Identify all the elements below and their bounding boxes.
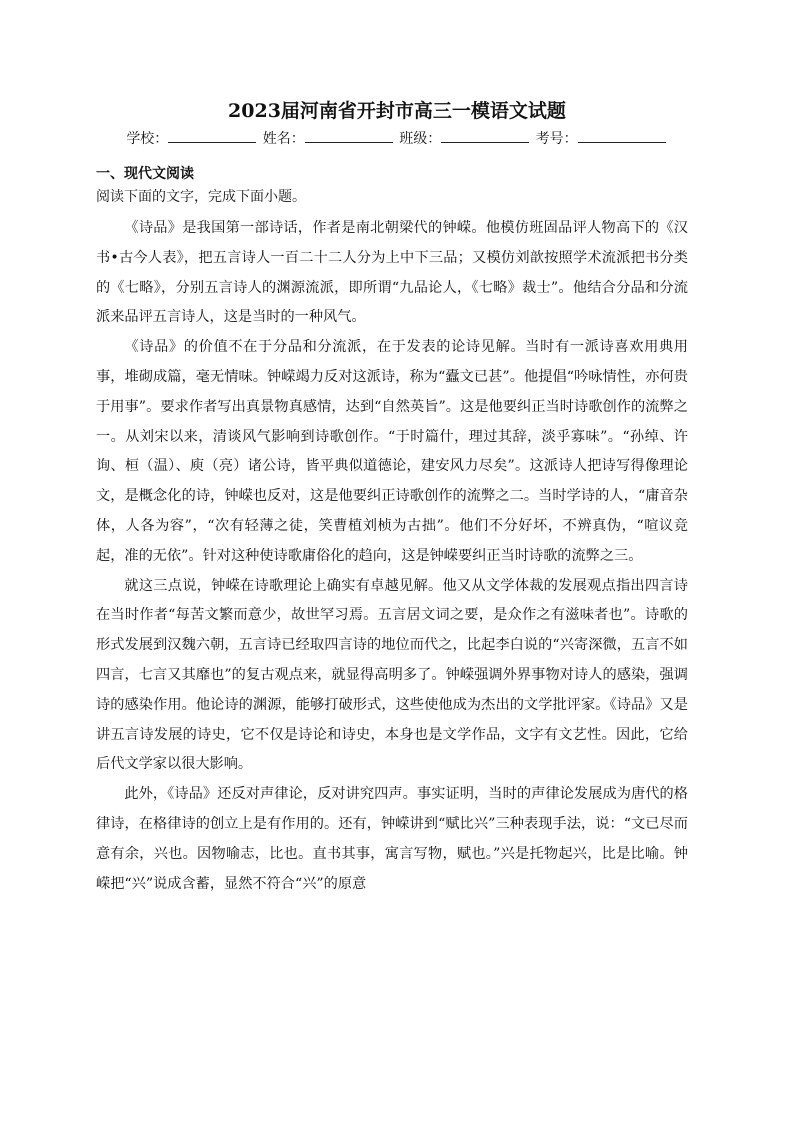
- reading-passage: [96, 214, 688, 899]
- reading-instruction: 阅读下面的文字，完成下面小题。: [96, 189, 306, 205]
- exam-number-label: 考号：: [535, 131, 578, 147]
- page-title: 2023届河南省开封市高三一模语文试题: [228, 100, 566, 122]
- student-info-line: [0, 126, 794, 150]
- exam-number-blank: [578, 126, 666, 143]
- class-label: 班级：: [399, 131, 442, 147]
- passage-paragraph: 《诗品》是我国第一部诗话，作者是南北朝梁代的钟嵘。他模仿班固品评人物高下的《汉书•古今人表》，把五言诗人一百二十二人分为上中下三品；又模仿刘歆按照学术流派把书分类的《七略》，分别五言诗人的渊源流派，即所谓“九品论人，《七略》裁士”。他结合分品和分流派来品评五言诗人，这是当时的一种风气。: [96, 220, 688, 326]
- name-label: 姓名：: [262, 131, 305, 147]
- section-heading: 一、现代文阅读: [96, 166, 194, 182]
- passage-paragraph: 此外，《诗品》还反对声律论，反对讲究四声。事实证明，当时的声律论发展成为唐代的格律诗，在格律诗的创立上是有作用的。还有，钟嵘讲到“赋比兴”三种表现手法，说：“文已尽而意有余，兴也。因物喻志，比也。直书其事，寓言写物，赋也。”兴是托物起兴，比是比喻。钟嵘把“兴”说成含蓄，显然不符合“兴”的原意: [96, 786, 688, 892]
- class-blank: [441, 126, 529, 143]
- school-blank: [168, 126, 256, 143]
- name-blank: [305, 126, 393, 143]
- passage-paragraph: 就这三点说，钟嵘在诗歌理论上确实有卓越见解。他又从文学体裁的发展观点指出四言诗在当时作者“每苦文繁而意少，故世罕习焉。五言居文词之要，是众作之有滋味者也”。诗歌的形式发展到汉魏六朝，五言诗已经取四言诗的地位而代之，比起李白说的“兴寄深微，五言不如四言，七言又其靡也”的复古观点来，就显得高明多了。钟嵘强调外界事物对诗人的感染，强调诗的感染作用。他论诗的渊源，能够打破形式，这些使他成为杰出的文学批评家。《诗品》又是讲五言诗发展的诗史，它不仅是诗论和诗史，本身也是文学作品，文字有文艺性。因此，它给后代文学家以很大影响。: [96, 577, 688, 773]
- school-label: 学校：: [126, 131, 169, 147]
- passage-paragraph: 《诗品》的价值不在于分品和分流派，在于发表的论诗见解。当时有一派诗喜欢用典用事，堆砌成篇，毫无情味。钟嵘竭力反对这派诗，称为“蠹文已甚”。他提倡“吟咏情性，亦何贵于用事”。要求作者写出真景物真感情，达到“自然英旨”。这是他要纠正当时诗歌创作的流弊之一。从刘宋以来，清谈风气影响到诗歌创作。“于时篇什，理过其辞，淡乎寡味”。“孙绰、许询、桓（温）、庾（亮）诸公诗，皆平典似道德论，建安风力尽矣”。这派诗人把诗写得像理论文，是概念化的诗，钟嵘也反对，这是他要纠正诗歌创作的流弊之二。当时学诗的人，“庸音杂体，人各为容”，“次有轻薄之徒，笑曹植刘桢为古拙”。他们不分好坏，不辨真伪，“喧议竞起，准的无依”。针对这种使诗歌庸俗化的趋向，这是钟嵘要纠正当时诗歌的流弊之三。: [96, 339, 688, 564]
